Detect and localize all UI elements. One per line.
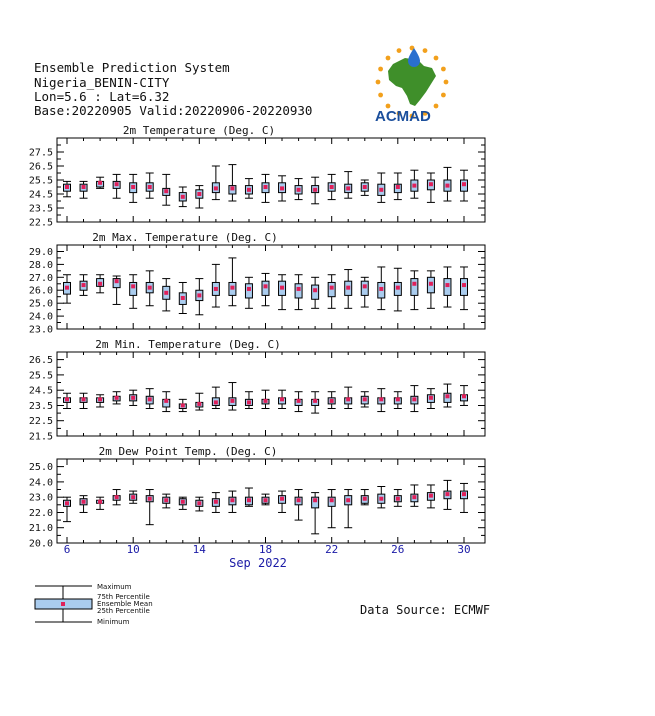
y-tick-label: 26.5 [28, 161, 53, 173]
box-day-24 [361, 392, 369, 407]
sun-ray-dot [397, 48, 402, 53]
box-day-13 [179, 282, 187, 313]
y-tick-label: 22.0 [28, 508, 53, 519]
box-day-10 [129, 174, 137, 202]
panel-title: 2m Dew Point Temp. (Deg. C) [98, 445, 278, 458]
legend-p75-label: 75th Percentile [97, 593, 150, 601]
mean-marker [280, 286, 284, 290]
mean-marker [65, 397, 69, 401]
mean-marker [264, 185, 268, 189]
mean-marker [330, 399, 334, 403]
box-day-20 [295, 392, 303, 412]
box-day-11 [146, 271, 154, 306]
mean-marker [396, 397, 400, 401]
sun-ray-dot [376, 80, 381, 85]
mean-marker [181, 500, 185, 504]
header-location: Nigeria_BENIN-CITY [34, 75, 170, 90]
mean-marker [412, 184, 416, 188]
iqr-box [411, 279, 418, 296]
mean-marker [396, 286, 400, 290]
box-day-6 [63, 497, 71, 521]
panel-4 [29, 445, 485, 550]
x-tick-label: 10 [126, 543, 140, 556]
box-day-21 [311, 177, 319, 204]
mean-marker [363, 497, 367, 501]
mean-marker [396, 497, 400, 501]
box-day-28 [427, 271, 435, 308]
mean-marker [462, 394, 466, 398]
legend-max-label: Maximum [97, 583, 132, 591]
mean-marker [313, 399, 317, 403]
x-tick-label: 6 [63, 543, 71, 556]
box-day-6 [63, 275, 71, 303]
legend-min-label: Minimum [97, 618, 130, 626]
box-day-21 [311, 493, 319, 534]
box-day-13 [179, 187, 187, 207]
mean-marker [82, 397, 86, 401]
box-day-11 [146, 173, 154, 198]
mean-marker [280, 186, 284, 190]
box-day-20 [295, 490, 303, 521]
mean-marker [115, 279, 119, 283]
box-day-19 [278, 275, 286, 310]
mean-marker [462, 492, 466, 496]
mean-marker [297, 399, 301, 403]
box-day-26 [394, 392, 402, 409]
y-tick-label: 27.5 [28, 147, 53, 159]
box-day-28 [427, 485, 435, 508]
box-day-30 [460, 267, 468, 310]
legend-mean-marker [61, 602, 65, 606]
mean-marker [247, 188, 251, 192]
mean-marker [280, 397, 284, 401]
mean-marker [280, 497, 284, 501]
box-day-9 [113, 276, 121, 304]
panel-2 [29, 231, 485, 336]
box-day-18 [262, 494, 270, 505]
sun-ray-dot [378, 93, 383, 98]
legend-p25-label: 25th Percentile [97, 607, 150, 615]
sun-ray-dot [441, 93, 446, 98]
sun-ray-dot [386, 56, 391, 61]
box-day-27 [410, 386, 418, 412]
panel-title: 2m Max. Temperature (Deg. C) [92, 231, 278, 244]
box-day-20 [295, 179, 303, 200]
y-tick-label: 27.0 [28, 272, 53, 284]
mean-marker [230, 498, 234, 502]
box-day-16 [228, 258, 236, 306]
sun-ray-dot [434, 56, 439, 61]
y-tick-label: 20.0 [28, 538, 53, 550]
mean-marker [197, 293, 201, 297]
mean-marker [164, 291, 168, 295]
mean-marker [131, 495, 135, 499]
box-day-25 [377, 173, 385, 202]
box-day-25 [377, 267, 385, 310]
box-day-10 [129, 275, 137, 309]
x-tick-label: 26 [391, 543, 405, 556]
mean-marker [115, 495, 119, 499]
box-day-7 [80, 275, 88, 296]
box-day-27 [410, 170, 418, 198]
y-tick-label: 23.0 [28, 324, 53, 336]
box-day-8 [96, 177, 104, 188]
box-day-19 [278, 491, 286, 512]
box-day-22 [328, 392, 336, 409]
mean-marker [115, 396, 119, 400]
box-day-21 [311, 392, 319, 413]
sun-ray-dot [441, 67, 446, 72]
mean-marker [197, 192, 201, 196]
mean-marker [131, 284, 135, 288]
box-day-25 [377, 389, 385, 412]
legend [35, 583, 153, 626]
y-tick-label: 21.5 [28, 431, 53, 443]
x-tick-labels [64, 543, 471, 556]
box-day-23 [344, 490, 352, 528]
mean-marker [131, 185, 135, 189]
box-day-19 [278, 176, 286, 201]
box-day-14 [195, 497, 203, 511]
mean-marker [197, 402, 201, 406]
mean-marker [65, 501, 69, 505]
box-day-16 [228, 491, 236, 512]
box-day-14 [195, 186, 203, 208]
box-day-15 [212, 387, 220, 408]
sun-ray-dot [434, 104, 439, 109]
mean-marker [131, 396, 135, 400]
box-day-7 [80, 496, 88, 513]
box-day-9 [113, 392, 121, 404]
x-tick-label: 14 [192, 543, 206, 556]
y-tick-label: 24.5 [28, 189, 53, 201]
box-day-18 [262, 390, 270, 408]
y-tick-label: 26.0 [28, 285, 53, 297]
box-day-30 [460, 483, 468, 512]
mean-marker [230, 399, 234, 403]
box-day-11 [146, 490, 154, 525]
mean-marker [82, 283, 86, 287]
box-day-29 [443, 167, 451, 201]
box-day-12 [162, 392, 170, 412]
mean-marker [346, 186, 350, 190]
box-day-12 [162, 279, 170, 311]
box-day-21 [311, 277, 319, 308]
box-day-24 [361, 277, 369, 307]
box-day-15 [212, 264, 220, 307]
mean-marker [346, 286, 350, 290]
box-day-26 [394, 268, 402, 311]
box-day-26 [394, 173, 402, 200]
x-tick-label: 18 [258, 543, 273, 556]
box-day-8 [96, 497, 104, 509]
box-day-8 [96, 275, 104, 293]
mean-marker [462, 182, 466, 186]
x-axis-label: Sep 2022 [229, 556, 287, 570]
header-title: Ensemble Prediction System [34, 60, 230, 75]
box-day-17 [245, 277, 253, 308]
mean-marker [363, 185, 367, 189]
mean-marker [115, 182, 119, 186]
mean-marker [82, 185, 86, 189]
box-day-30 [460, 386, 468, 406]
mean-marker [148, 286, 152, 290]
mean-marker [297, 287, 301, 291]
box-day-27 [410, 485, 418, 506]
mean-marker [445, 283, 449, 287]
box-day-23 [344, 172, 352, 199]
box-day-7 [80, 393, 88, 408]
panel-title: 2m Temperature (Deg. C) [122, 124, 276, 137]
mean-marker [445, 394, 449, 398]
box-day-20 [295, 275, 303, 310]
panel-frame [57, 352, 485, 436]
y-tick-label: 25.0 [28, 462, 53, 474]
box-day-23 [344, 387, 352, 408]
box-day-17 [245, 392, 253, 409]
mean-marker [230, 186, 234, 190]
mean-marker [98, 181, 102, 185]
mean-marker [247, 498, 251, 502]
mean-marker [396, 185, 400, 189]
panel-frame [57, 245, 485, 329]
logo-text: ACMAD [375, 108, 431, 125]
mean-marker [164, 498, 168, 502]
box-day-29 [443, 384, 451, 407]
mean-marker [214, 500, 218, 504]
box-day-14 [195, 393, 203, 410]
y-tick-label: 29.0 [28, 247, 53, 258]
box-day-19 [278, 390, 286, 408]
box-day-23 [344, 270, 352, 309]
box-day-10 [129, 390, 137, 405]
mean-marker [181, 296, 185, 300]
mean-marker [313, 498, 317, 502]
mean-marker [197, 501, 201, 505]
box-day-16 [228, 165, 236, 201]
water-drop-icon [408, 48, 420, 67]
y-tick-label: 28.0 [28, 259, 53, 271]
y-tick-label: 26.5 [28, 355, 53, 367]
mean-marker [412, 282, 416, 286]
mean-marker [181, 195, 185, 199]
mean-marker [297, 498, 301, 502]
box-day-15 [212, 166, 220, 200]
box-day-9 [113, 174, 121, 198]
box-day-13 [179, 497, 187, 509]
box-day-17 [245, 488, 253, 506]
box-day-29 [443, 480, 451, 509]
box-day-14 [195, 279, 203, 315]
mean-marker [363, 284, 367, 288]
box-day-24 [361, 180, 369, 195]
x-tick-label: 30 [457, 543, 471, 556]
mean-marker [429, 282, 433, 286]
box-day-10 [129, 491, 137, 503]
mean-marker [462, 283, 466, 287]
mean-marker [65, 185, 69, 189]
y-tick-label: 24.0 [28, 477, 53, 489]
legend-mean-label: Ensemble Mean [97, 600, 153, 608]
box-day-12 [162, 494, 170, 508]
mean-marker [264, 284, 268, 288]
mean-marker [330, 498, 334, 502]
box-day-11 [146, 389, 154, 409]
mean-marker [313, 288, 317, 292]
mean-marker [429, 182, 433, 186]
y-tick-label: 21.0 [28, 523, 53, 535]
mean-marker [82, 500, 86, 504]
mean-marker [98, 500, 102, 504]
y-tick-label: 25.5 [28, 370, 53, 382]
mean-marker [247, 400, 251, 404]
mean-marker [346, 498, 350, 502]
mean-marker [98, 282, 102, 286]
box-day-9 [113, 490, 121, 505]
y-tick-label: 24.0 [28, 311, 53, 323]
box-day-25 [377, 486, 385, 507]
box-day-22 [328, 174, 336, 199]
mean-marker [214, 400, 218, 404]
data-source: Data Source: ECMWF [360, 603, 491, 617]
mean-marker [148, 397, 152, 401]
mean-marker [445, 492, 449, 496]
mean-marker [214, 287, 218, 291]
box-day-24 [361, 490, 369, 505]
box-day-29 [443, 267, 451, 307]
box-day-7 [80, 181, 88, 198]
mean-marker [412, 495, 416, 499]
box-day-22 [328, 490, 336, 528]
header-coordinates: Lon=5.6 : Lat=6.32 [34, 89, 170, 104]
sun-ray-dot [378, 67, 383, 72]
panel-frame [57, 138, 485, 222]
box-day-28 [427, 389, 435, 409]
box-day-18 [262, 273, 270, 305]
y-tick-label: 22.5 [28, 416, 53, 428]
mean-marker [445, 184, 449, 188]
box-day-22 [328, 275, 336, 309]
mean-marker [330, 286, 334, 290]
header-dates: Base:20220905 Valid:20220906-20220930 [34, 103, 313, 118]
mean-marker [264, 498, 268, 502]
mean-marker [429, 494, 433, 498]
acmad-logo [375, 46, 448, 125]
sun-ray-dot [423, 48, 428, 53]
panel-frame [57, 459, 485, 543]
mean-marker [379, 497, 383, 501]
y-tick-label: 23.0 [28, 492, 53, 504]
mean-marker [247, 287, 251, 291]
box-day-26 [394, 490, 402, 507]
mean-marker [297, 188, 301, 192]
mean-marker [164, 189, 168, 193]
box-day-6 [63, 393, 71, 408]
y-tick-label: 22.5 [28, 217, 53, 229]
sun-ray-dot [444, 80, 449, 85]
panel-3 [29, 338, 485, 443]
mean-marker [379, 397, 383, 401]
mean-marker [214, 186, 218, 190]
box-day-16 [228, 383, 236, 410]
mean-marker [330, 185, 334, 189]
mean-marker [363, 397, 367, 401]
mean-marker [429, 396, 433, 400]
mean-marker [148, 185, 152, 189]
box-day-12 [162, 174, 170, 205]
mean-marker [148, 497, 152, 501]
mean-marker [65, 286, 69, 290]
box-day-15 [212, 493, 220, 513]
mean-marker [230, 286, 234, 290]
y-tick-label: 23.5 [28, 203, 53, 215]
y-tick-label: 25.5 [28, 175, 53, 187]
mean-marker [181, 403, 185, 407]
box-day-13 [179, 399, 187, 411]
box-day-18 [262, 174, 270, 202]
y-tick-label: 23.5 [28, 401, 53, 412]
mean-marker [379, 188, 383, 192]
mean-marker [379, 287, 383, 291]
y-tick-label: 25.0 [28, 298, 53, 310]
mean-marker [412, 397, 416, 401]
box-day-30 [460, 170, 468, 201]
box-day-6 [63, 181, 71, 196]
box-day-8 [96, 395, 104, 407]
mean-marker [313, 188, 317, 192]
panel-title: 2m Min. Temperature (Deg. C) [95, 338, 281, 351]
mean-marker [164, 399, 168, 403]
panel-1 [29, 124, 485, 229]
box-day-27 [410, 271, 418, 310]
mean-marker [264, 399, 268, 403]
box-day-17 [245, 179, 253, 199]
mean-marker [346, 397, 350, 401]
mean-marker [98, 397, 102, 401]
x-tick-label: 22 [325, 543, 339, 556]
y-tick-label: 24.5 [28, 385, 53, 397]
box-day-28 [427, 173, 435, 202]
